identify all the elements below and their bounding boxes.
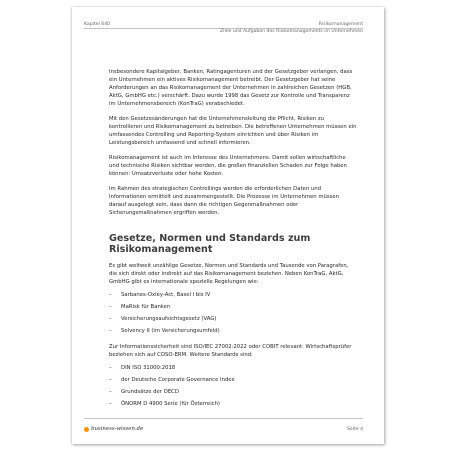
page-body — [109, 69, 357, 417]
logo-dot-icon — [84, 427, 89, 432]
section-heading: Gesetze, Normen und Standards zum Risikomanagement — [109, 233, 311, 255]
list-item-text: ÖNORM D 4900 Serie (für Österreich) — [121, 401, 221, 407]
page-number: Seite 4 — [346, 427, 363, 432]
list-item — [109, 377, 357, 385]
paragraph: Im Rahmen des strategischen Controllings werden die erforderlichen Daten und Informationen ermittelt und zusammengestellt. Die Prozesse im Unternehmen müssen darauf ausgelegt sein, dass dann die richtigen Gegenmaßnahmen oder Sicherungsmaßnahmen ergriffen werden. — [109, 186, 339, 217]
document-page — [72, 7, 384, 444]
list-item — [109, 328, 357, 336]
list-item — [109, 389, 357, 397]
list-item-text: DIN ISO 31000:2018 — [121, 364, 176, 371]
footer-divider — [84, 418, 363, 419]
list-item-text: Grundsätze der OECD — [121, 388, 179, 395]
list-item — [109, 401, 357, 409]
paragraph: Es gibt weltweit unzählige Gesetze, Normen und Standards und Tausende von Paragrafen, die sich direkt oder indirekt auf das Risikomanagement beziehen. Neben KonTraG, AktG, GmbHG gibt es internationale spezielle Regelungen wie: — [109, 263, 349, 285]
standards-list — [109, 365, 357, 409]
dash-bullet: – — [109, 328, 112, 334]
dash-bullet: – — [109, 376, 112, 383]
header-chapter: Kapitel 640 — [84, 22, 111, 27]
dash-bullet: – — [109, 315, 112, 322]
footer-logo — [84, 426, 143, 432]
paragraph: Mit den Gesetzesänderungen hat die Unternehmensleitung die Pflicht, Risiken zu kontrollieren und Risikomanagement zu betreiben. Die betroffenen Unternehmen müssen ein umfassendes Controlling und Reporting-System einrichten und über Risiken im Leistungsbereich umfassend und schnell informieren. — [109, 116, 357, 146]
paragraph: Risikomanagement ist auch im Interesse des Unternehmens. Damit sollen wirtschaftliche und technische Risiken sichtbar werden, die großen finanziellen Schaden zur Folge haben können: Umsatzverluste oder hohe Kosten. — [109, 155, 347, 177]
dash-bullet: – — [109, 291, 112, 298]
regulations-list — [109, 292, 357, 336]
list-item-text: Sarbanes-Oxley-Act, Basel I bis IV — [121, 291, 211, 298]
paragraph: Zur Informationssicherheit sind ISO/IEC 27002:2022 oder COBIT relevant. Wirtschaftsprüfer beziehen sich auf COSO-ERM. Weitere Standards sind: — [109, 343, 352, 358]
list-item-text: MaRisk für Banken — [121, 303, 171, 310]
header-section: Risikomanagement — [318, 22, 363, 27]
header-subtitle: Ziele und Aufgaben des Risikomanagements im Unternehmen — [220, 29, 363, 34]
list-item — [109, 304, 357, 312]
dash-bullet: – — [109, 388, 112, 395]
list-item-text: der Deutsche Corporate Governance Index — [121, 376, 235, 383]
list-item-text: Versicherungsaufsichtsgesetz (VAG) — [121, 315, 217, 322]
list-item — [109, 316, 357, 324]
dash-bullet: – — [109, 364, 112, 371]
list-item — [109, 365, 357, 373]
list-item-text: Solvency II (im Versicherungsumfeld) — [121, 328, 220, 334]
list-item — [109, 292, 357, 300]
dash-bullet: – — [109, 303, 112, 310]
dash-bullet: – — [109, 401, 112, 407]
logo-text: business-wissen.de — [91, 426, 144, 432]
paragraph: Insbesondere Kapitalgeber, Banken, Ratingagenturen und der Gesetzgeber verlangen, dass ein Unternehmen ein aktives Risikomanagement betreibt. Der Gesetzgeber hat seine Anforderungen an das Risikomanagement der Unternehmen in zahlreichen Gesetzen (HGB, AktG, GmbHG etc.) verschärft. Dazu wurde 1998 das Gesetz zur Kontrolle und Transparenz im Unternehmensbereich (KonTraG) verabschiedet. — [109, 69, 353, 107]
